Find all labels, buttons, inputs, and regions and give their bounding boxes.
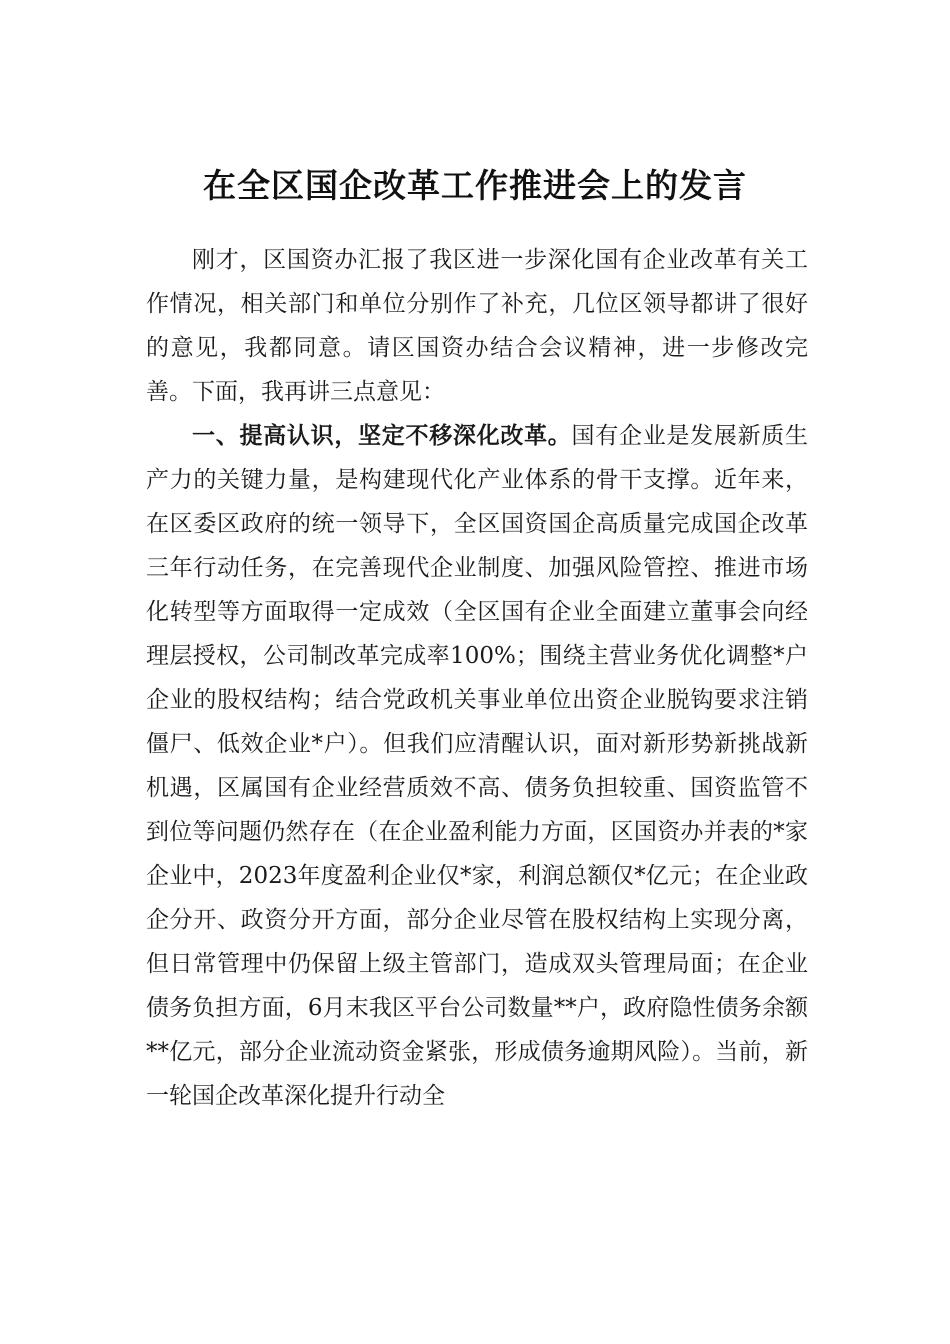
section-1-body: 国有企业是发展新质生产力的关键力量，是构建现代化产业体系的骨干支撑。近年来，在区委区政府的统一领导下，全区国资国企高质量完成国企改革三年行动任务，在完善现代企业制度、加强风险管控、推进市场化转型等方面取得一定成效（全区国有企业全面建立董事会向经理层授权，公司制改革完成率100%；围绕主营业务优化调整*户企业的股权结构；结合党政机关事业单位出资企业脱钩要求注销僵尸、低效企业*户）。但我们应清醒认识，面对新形势新挑战新机遇，区属国有企业经营质效不高、债务负担较重、国资监管不到位等问题仍然存在（在企业盈利能力方面，区国资办并表的*家企业中，2023年度盈利企业仅*家，利润总额仅*亿元；在企业政企分开、政资分开方面，部分企业尽管在股权结构上实现分离，但日常管理中仍保留上级主管部门，造成双头管理局面；在企业债务负担方面，6月末我区平台公司数量**户，政府隐性债务余额**亿元，部分企业流动资金紧张，形成债务逾期风险）。当前，新一轮国企改革深化提升行动全	[146, 423, 809, 1109]
section-1-heading: 一、提高认识，坚定不移深化改革。	[192, 423, 572, 449]
intro-paragraph: 刚才，区国资办汇报了我区进一步深化国有企业改革有关工作情况，相关部门和单位分别作了补充，几位区领导都讲了很好的意见，我都同意。请区国资办结合会议精神，进一步修改完善。下面，我再讲三点意见：	[146, 247, 808, 405]
document-title: 在全区国企改革工作推进会上的发言	[203, 166, 747, 205]
section-1-paragraph	[146, 414, 808, 1118]
document-body	[146, 238, 808, 1118]
